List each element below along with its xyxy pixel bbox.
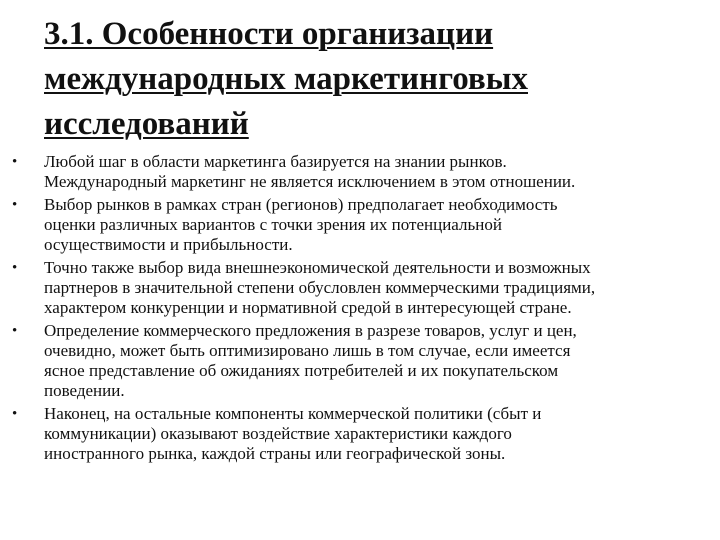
- bullet-icon: •: [12, 197, 18, 213]
- bullet-icon: •: [12, 406, 18, 422]
- slide-title: [44, 12, 684, 147]
- bullet-text-line: Точно также выбор вида внешнеэкономической деятельности и возможных: [44, 258, 591, 277]
- bullet-icon: •: [12, 260, 18, 276]
- bullet-text-line: Любой шаг в области маркетинга базируется на знании рынков.: [44, 152, 507, 171]
- bullet-text-line: Наконец, на остальные компоненты коммерческой политики (сбыт и: [44, 404, 542, 423]
- bullet-list: [0, 152, 700, 467]
- bullet-text-line: ясное представление об ожиданиях потребителей и их покупательском: [44, 361, 559, 380]
- bullet-text-line: осуществимости и прибыльности.: [44, 235, 293, 254]
- bullet-text-line: партнеров в значительной степени обусловлен коммерческими традициями,: [44, 278, 596, 297]
- bullet-text-line: поведении.: [44, 381, 125, 400]
- bullet-item-3: [0, 258, 700, 318]
- bullet-text-line: иностранного рынка, каждой страны или географической зоны.: [44, 444, 506, 463]
- bullet-text-line: Выбор рынков в рамках стран (регионов) предполагает необходимость: [44, 195, 558, 214]
- bullet-item-2: [0, 195, 700, 255]
- title-line-2: международных маркетинговых: [44, 61, 528, 97]
- bullet-icon: •: [12, 323, 18, 339]
- bullet-text-line: коммуникации) оказывают воздействие характеристики каждого: [44, 424, 512, 443]
- bullet-text-line: Международный маркетинг не является исключением в этом отношении.: [44, 172, 576, 191]
- bullet-text-line: характером конкуренции и нормативной средой в интересующей стране.: [44, 298, 572, 317]
- title-line-3: исследований: [44, 106, 249, 142]
- bullet-text-line: очевидно, может быть оптимизировано лишь в том случае, если имеется: [44, 341, 571, 360]
- bullet-item-1: [0, 152, 700, 192]
- bullet-item-5: [0, 404, 700, 464]
- bullet-icon: •: [12, 154, 18, 170]
- bullet-item-4: [0, 321, 700, 401]
- bullet-text-line: оценки различных вариантов с точки зрения их потенциальной: [44, 215, 502, 234]
- bullet-text-line: Определение коммерческого предложения в разрезе товаров, услуг и цен,: [44, 321, 577, 340]
- title-line-1: 3.1. Особенности организации: [44, 16, 494, 52]
